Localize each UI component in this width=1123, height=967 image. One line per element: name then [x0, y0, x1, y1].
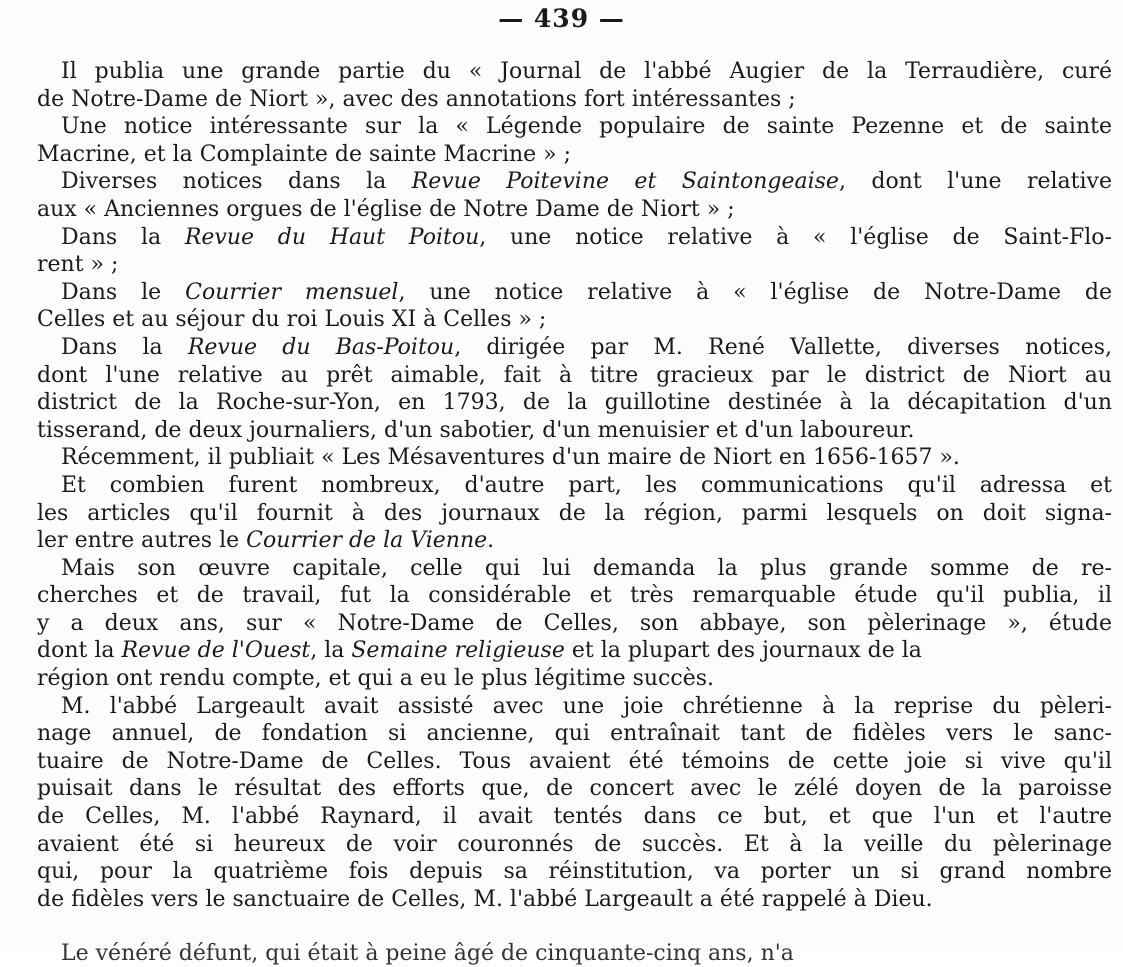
- text-line: Une notice intéressante sur la « Légende populaire de sainte Pezenne et de sainte: [61, 114, 1112, 140]
- text-line: rent » ;: [37, 252, 119, 278]
- text-line: Dans la Revue du Bas-Poitou, dirigée par M. René Vallette, diverses notices,: [61, 334, 1112, 360]
- text-line: de fidèles vers le sanctuaire de Celles, M. l'abbé Largeault a été rappelé à Dieu.: [37, 886, 933, 912]
- text-line: les articles qu'il fournit à des journaux de la région, parmi lesquels on doit signa-: [37, 500, 1112, 526]
- text-line: Macrine, et la Complainte de sainte Macrine » ;: [37, 141, 572, 167]
- text-line: Mais son œuvre capitale, celle qui lui demanda la plus grande somme de re-: [61, 555, 1112, 581]
- text-line: Celles et au séjour du roi Louis XI à Celles » ;: [37, 307, 547, 333]
- text-line: M. l'abbé Largeault avait assisté avec une joie chrétienne à la reprise du pèleri-: [61, 693, 1112, 719]
- text-line: de Celles, M. l'abbé Raynard, il avait tentés dans ce but, et que l'un et l'autre: [37, 804, 1112, 830]
- page-number: — 439 —: [498, 4, 625, 33]
- text-line: ler entre autres le Courrier de la Vienne.: [37, 528, 495, 554]
- text-line: région ont rendu compte, et qui a eu le plus légitime succès.: [37, 666, 714, 692]
- text-line: Récemment, il publiait « Les Mésaventures d'un maire de Niort en 1656-1657 ».: [61, 445, 960, 471]
- text-line: de Notre-Dame de Niort », avec des annotations fort intéressantes ;: [37, 86, 796, 112]
- text-line: puisait dans le résultat des efforts que, de concert avec le zélé doyen de la paroisse: [37, 776, 1112, 802]
- text-line: y a deux ans, sur « Notre-Dame de Celles, son abbaye, son pèlerinage », étude: [37, 610, 1112, 636]
- text-line: Dans la Revue du Haut Poitou, une notice relative à « l'église de Saint-Flo-: [61, 224, 1112, 250]
- text-line: qui, pour la quatrième fois depuis sa réinstitution, va porter un si grand nombre: [37, 859, 1112, 885]
- text-line: avaient été si heureux de voir couronnés de succès. Et à la veille du pèlerinage: [37, 831, 1112, 857]
- text-line: tisserand, de deux journaliers, d'un sabotier, d'un menuisier et d'un laboureur.: [37, 417, 915, 443]
- body-text: [37, 58, 1112, 913]
- text-line: tuaire de Notre-Dame de Celles. Tous avaient été témoins de cette joie si vive qu'il: [37, 748, 1112, 774]
- text-line: dont l'une relative au prêt aimable, fait à titre gracieux par le district de Niort au: [37, 362, 1112, 388]
- text-line: nage annuel, de fondation si ancienne, qui entraînait tant de fidèles vers le sanc-: [37, 721, 1112, 747]
- text-line: district de la Roche-sur-Yon, en 1793, de la guillotine destinée à la décapitation d'un: [37, 390, 1112, 416]
- text-line: Dans le Courrier mensuel, une notice relative à « l'église de Notre-Dame de: [61, 279, 1112, 305]
- text-line: Il publia une grande partie du « Journal de l'abbé Augier de la Terraudière, curé: [61, 59, 1112, 84]
- text-line: dont la Revue de l'Ouest, la Semaine religieuse et la plupart des journaux de la: [37, 638, 922, 664]
- cut-off-line: Le vénéré défunt, qui était à peine âgé de cinquante-cinq ans, n'a: [61, 941, 794, 966]
- text-line: Diverses notices dans la Revue Poitevine et Saintongeaise, dont l'une relative: [61, 169, 1112, 195]
- text-line: Et combien furent nombreux, d'autre part, les communications qu'il adressa et: [61, 472, 1112, 498]
- text-line: aux « Anciennes orgues de l'église de Notre Dame de Niort » ;: [37, 196, 735, 222]
- text-line: cherches et de travail, fut la considérable et très remarquable étude qu'il publia, il: [37, 583, 1112, 609]
